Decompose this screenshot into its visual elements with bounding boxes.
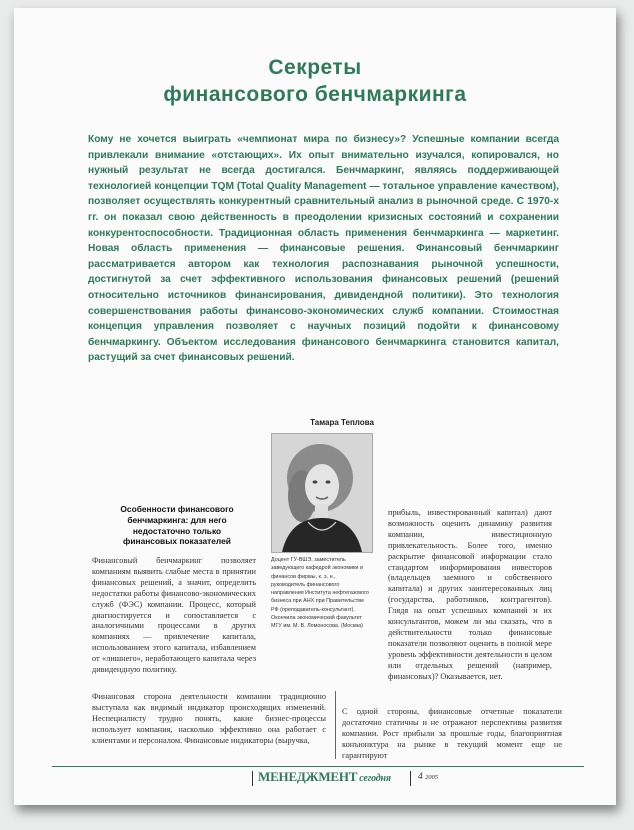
- author-caption: Доцент ГУ-ВШЭ, заместитель заведующего кафедрой экономики и финансов фирмы, к. э. н., руководитель финансового направления Института нефтегазового бизнеса при АНХ при Правительстве РФ (преподаватель-консультант). Окончила экономический факультет МГУ им. М. В. Ломоносова. (Москва): [271, 557, 369, 630]
- body-column-left: Финансовый бенчмаркинг позволяет компаниям выявить слабые места в принятии финансовых решений, а значит, определить недостатки работы финансово-экономических служб (ФЭС) компании. Процесс, который диагностируется и сопоставляется с аналогичными процессами в других компаниях — привлечение капитала, использованием этого капитала, избавлением от «лишнего», неработающего капитала через дивидендную политику.: [92, 556, 256, 675]
- lead-paragraph: Кому не хочется выиграть «чемпионат мира по бизнесу»? Успешные компании всегда привлекали внимание «отстающих». Их опыт внимательно изучался, копировался, но нужный результат не всегда достигался. Бенчмаркинг, являясь поддерживающей технологией концепции TQM (Total Quality Management — тотальное управление качеством), позволяет осуществлять конкурентный сравнительный анализ в рыночной среде. С 1970-х гг. он показал свою действенность в преодолении кризисных состояний и сохранении конкурентоспособности. Традиционная область применения бенчмаркинга — маркетинг. Новая область применения — финансовые решения. Финансовый бенчмаркинг рассматривается автором как технология распознавания рыночной успешности, достигнутой за счет эффективного использования финансовых решений (решений относительно источников финансирования, дивидендной политики). Это технология совершенствования работы финансово-экономических служб компании. Стоимостная концепция управления позволяет с научных позиций подойти к финансовому бенчмаркингу. Объектом исследования финансового бенчмаркинга становится капитал, растущий за счет финансовых решений.: [88, 134, 559, 364]
- issue-no: 4: [418, 772, 423, 782]
- title-line-1: Секреты: [268, 56, 362, 79]
- issue-number: [418, 772, 438, 782]
- brand-sub: сегодня: [359, 773, 391, 784]
- body-column-right: прибыль, инвестированный капитал) дают возможность оценить динамику развития компании, инвестиционную привлекательность. Более того, именно раскрытие финансовой информации стало стандартом информирования инвесторов (владельцев заемного и собственного капитала) и других заинтересованных лиц (государства, работников, контрагентов). Глядя на опыт успешных компаний и их консультантов, можем ли мы сказать, что в действительности только финансовые показатели позволяют оценить в полной мере уровень эффективности деятельности в целом или отдельных решений (например, финансовых)? Оказывается, нет.: [388, 508, 552, 681]
- brand-main: МЕНЕДЖМЕНТ: [258, 769, 358, 784]
- footer-rule: [52, 766, 584, 767]
- issue-year: 2005: [425, 774, 439, 781]
- magazine-page: [14, 8, 616, 805]
- author-photo: [271, 433, 373, 553]
- column-divider: [335, 691, 336, 759]
- magazine-brand: [258, 769, 391, 785]
- footer-pipe-left: [252, 771, 253, 786]
- portrait-image: [272, 434, 372, 552]
- author-name: Тамара Теплова: [310, 418, 374, 427]
- section-heading: Особенности финансового бенчмаркинга: для него недостаточно только финансовых показателей: [120, 504, 234, 547]
- article-title: [14, 54, 616, 108]
- title-line-2: финансового бенчмаркинга: [163, 83, 467, 106]
- footer-pipe-right: [410, 771, 411, 786]
- body-column-bottom-right: С одной стороны, финансовые отчетные показатели достаточно статичны и не отражают перспективы развития компании. Рост прибыли за прошлые годы, благоприятная конъюнктура на рынке в текущий момент еще не гарантируют: [342, 707, 562, 760]
- body-column-bottom-left: Финансовая сторона деятельности компании традиционно выступала как видимый индикатор происходящих изменений. Неспециалисту трудно понять, какие бизнес-процессы использует компания, насколько эффективно она работает с клиентами и персоналом. Финансовые индикаторы (выручка,: [92, 692, 326, 745]
